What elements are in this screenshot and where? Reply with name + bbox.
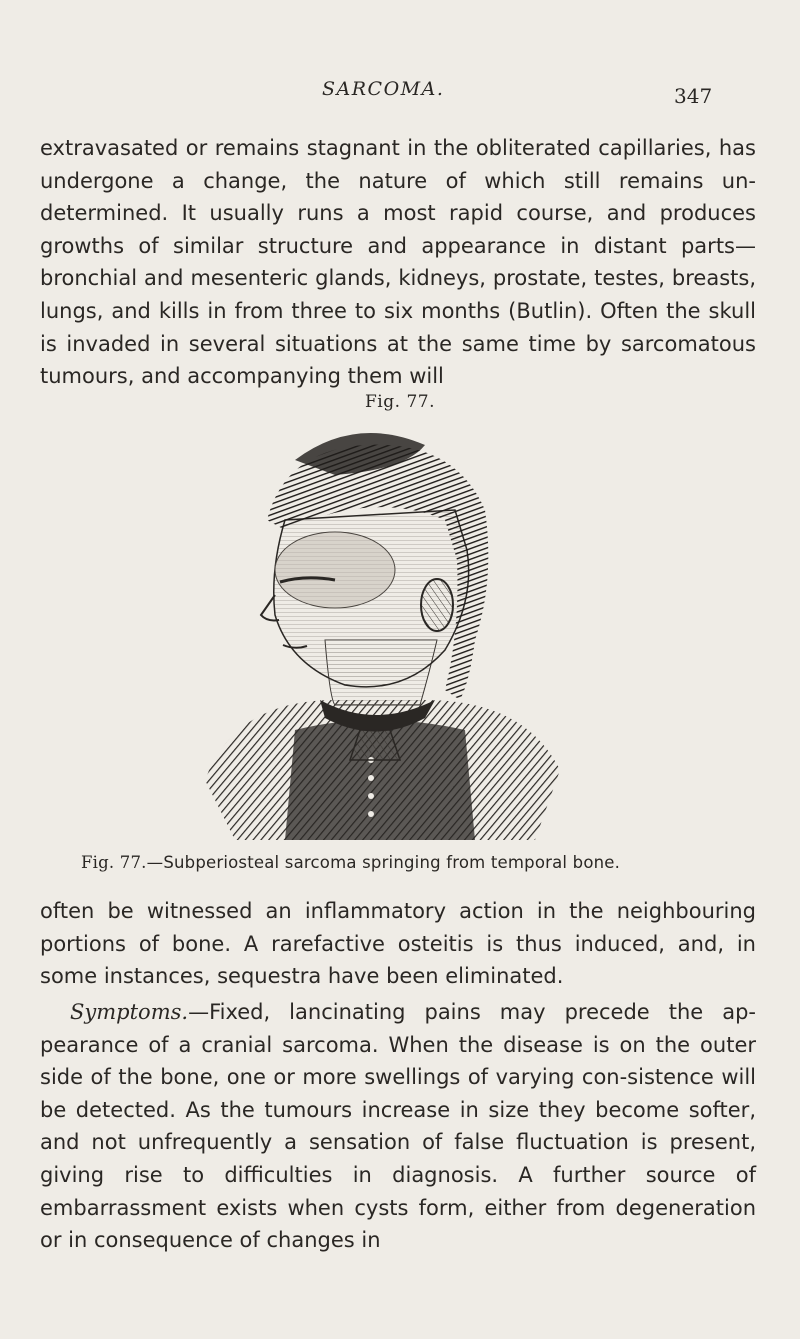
page-number: 347 (674, 84, 713, 108)
paragraph-3 (40, 996, 756, 1257)
figure-illustration (175, 400, 585, 852)
ear (421, 579, 453, 631)
figure-label: Fig. 77. (365, 392, 435, 412)
caption-text: —Subperiosteal sarcoma springing from temporal bone. (146, 853, 621, 872)
running-head: SARCOMA. (322, 78, 445, 100)
symptoms-heading: Symptoms. (70, 1000, 189, 1024)
paragraph-3-text: —Fixed, lancinating pains may precede the ap-pearance of a cranial sarcoma. When the disease is on the outer side of the bone, one or more swellings of varying con-sistence will be detected. As the tumours increase in size they become softer, and not unfrequently a sensation of false fluctuation is present, giving rise to difficulties in diagnosis. A further source of embarrassment exists when cysts form, either from degeneration or in consequence of changes in (40, 1000, 756, 1253)
page-header (0, 76, 800, 106)
paragraph-2: often be witnessed an inflammatory action in the neighbouring portions of bone. A rarefactive osteitis is thus induced, and, in some instances, sequestra have been eliminated. (40, 899, 756, 989)
caption-number: Fig. 77. (81, 853, 147, 872)
figure-caption (81, 853, 721, 872)
engraving-portrait (175, 400, 585, 852)
paragraph-1: extravasated or remains stagnant in the obliterated capillaries, has undergone a change, the nature of which still remains un-determined. It usually runs a most rapid course, and produces growths of similar structure and appearance in distant parts—bronchial and mesenteric glands, kidneys, prostate, testes, breasts, lungs, and kills in from three to six months (Butlin). Often the skull is invaded in several situations at the same time by sarcomatous tumours, and accompanying them will (40, 136, 756, 389)
